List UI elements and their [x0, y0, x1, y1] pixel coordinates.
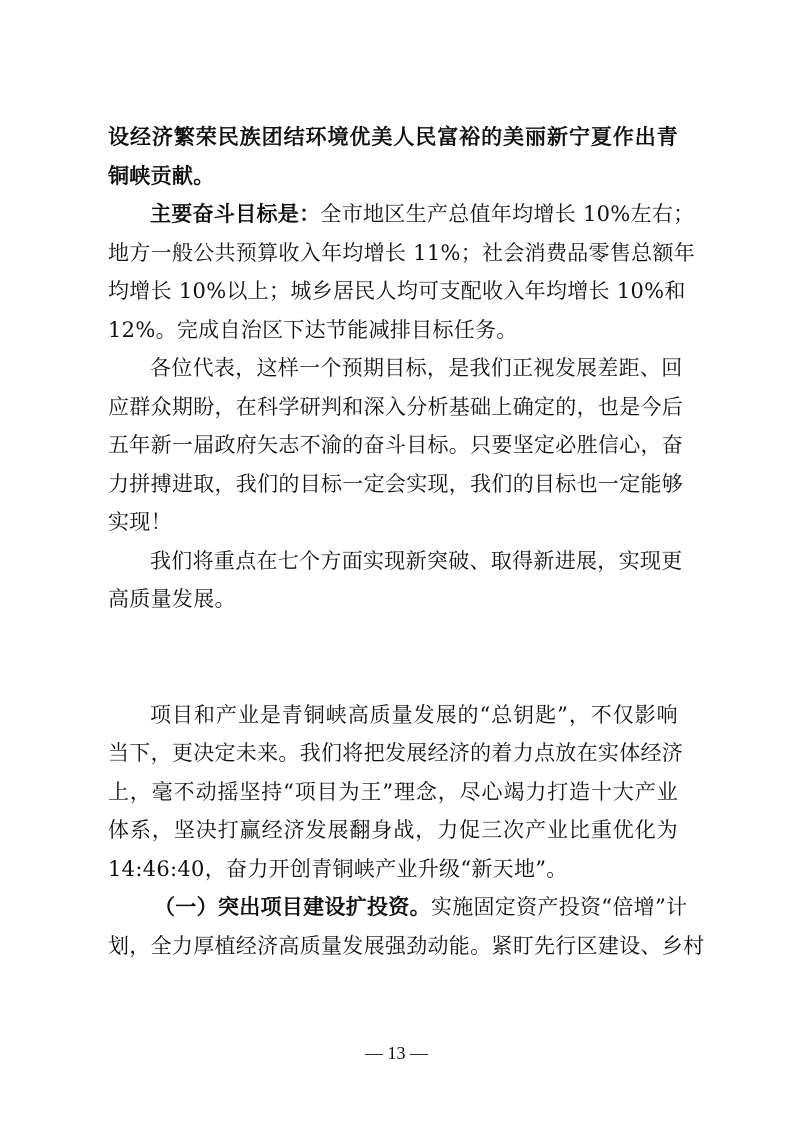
paragraph-line: [108, 426, 684, 465]
text: 实现！: [108, 510, 172, 534]
section-heading: [108, 619, 678, 658]
paragraph-line: [108, 234, 696, 273]
paragraph-line: [108, 503, 678, 542]
paragraph-line: [108, 311, 678, 350]
text: 全市地区生产总值年均增长 10%左右；: [320, 202, 695, 226]
paragraph-line: [108, 465, 684, 504]
text: 均增长 10%以上；城乡居民人均可支配收入年均增长 10%和: [108, 279, 686, 303]
paragraph-line: [108, 157, 678, 196]
lead-text: 主要奋斗目标是：: [150, 201, 321, 226]
text: 12%。完成自治区下达节能减排目标任务。: [108, 317, 518, 342]
text: 实施固定资产投资“倍增”计: [430, 895, 688, 919]
text: 当下，更决定未来。我们将把发展经济的着力点放在实体经济: [108, 741, 684, 765]
paragraph-line: [108, 773, 678, 812]
text: 高质量发展。: [108, 587, 236, 611]
page-number: — 13 —: [365, 1043, 428, 1063]
paragraph-line: [108, 388, 684, 427]
paragraph-line: [108, 118, 678, 157]
paragraph-line: [108, 888, 688, 927]
text: 铜峡贡献。: [108, 162, 215, 188]
text: 14:46:40，奋力开创青铜峡产业升级“新天地”。: [108, 856, 568, 881]
paragraph-line: [108, 580, 678, 619]
text: 五年新一届政府矢志不渝的奋斗目标。只要坚定必胜信心，奋: [108, 433, 684, 457]
paragraph-line: [108, 734, 684, 773]
text: 划，全力厚植经济高质量发展强劲动能。紧盯先行区建设、乡村: [108, 933, 705, 958]
text: 地方一般公共预算收入年均增长 11%；社会消费品零售总额年: [108, 240, 696, 265]
paragraph-line: [108, 349, 683, 388]
text: 我们将重点在七个方面实现新突破、取得新进展，实现更: [150, 548, 683, 573]
paragraph-line: [108, 811, 678, 850]
text: 上，毫不动摇坚持“项目为王”理念，尽心竭力打造十大产业: [108, 779, 678, 804]
paragraph-line: [108, 542, 683, 581]
paragraph-line: [108, 696, 678, 735]
paragraph-line: [108, 927, 705, 966]
text: 体系，坚决打赢经济发展翻身战，力促三次产业比重优化为: [108, 818, 678, 842]
text: 力拼搏进取，我们的目标一定会实现，我们的目标也一定能够: [108, 471, 684, 496]
paragraph-line: [108, 195, 695, 234]
text: 项目和产业是青铜峡高质量发展的“总钥匙”，不仅影响: [150, 702, 678, 727]
document-body: [108, 118, 705, 965]
lead-text: （一）突出项目建设扩投资。: [154, 894, 431, 919]
text: 设经济繁荣民族团结环境优美人民富裕的美丽新宁夏作出青: [108, 124, 678, 149]
section-heading: [108, 657, 678, 696]
paragraph-line: [108, 272, 686, 311]
text: 各位代表，这样一个预期目标，是我们正视发展差距、回: [150, 356, 683, 380]
paragraph-line: [108, 850, 678, 889]
text: 应群众期盼，在科学研判和深入分析基础上确定的，也是今后: [108, 394, 684, 419]
